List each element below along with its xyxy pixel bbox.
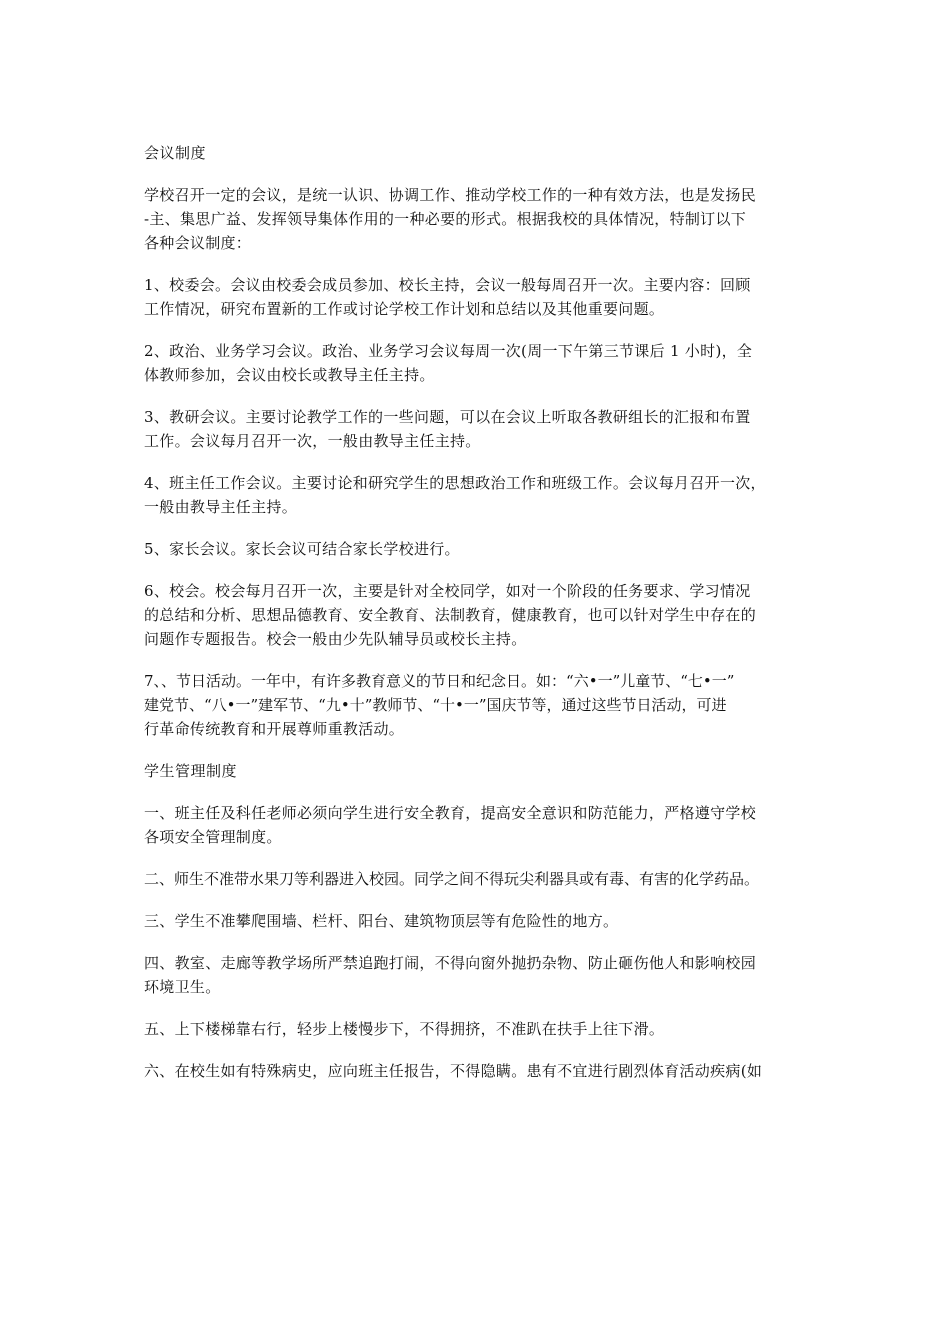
text-line: 一、班主任及科任老师必须向学生进行安全教育，提高安全意识和防范能力，严格遵守学校 — [144, 804, 757, 822]
paragraph-item-4 — [144, 471, 810, 519]
text-line: 各项安全管理制度。 — [144, 828, 282, 846]
paragraph-item-2 — [144, 339, 810, 387]
paragraph-item-3 — [144, 405, 810, 453]
text-line: 2、政治、业务学习会议。政治、业务学习会议每周一次(周一下午第三节课后 1 小时)，全 — [144, 342, 753, 360]
text-line: 的总结和分析、思想品德教育、安全教育、法制教育，健康教育，也可以针对学生中存在的 — [144, 606, 757, 624]
text-line: 学校召开一定的会议，是统一认识、协调工作、推动学校工作的一种有效方法，也是发扬民 — [144, 186, 757, 204]
text-line: 工作情况，研究布置新的工作或讨论学校工作计划和总结以及其他重要问题。 — [144, 300, 665, 318]
text-line: 3、教研会议。主要讨论教学工作的一些问题，可以在会议上听取各教研组长的汇报和布置 — [144, 408, 751, 426]
text-line: 工作。会议每月召开一次，一般由教导主任主持。 — [144, 432, 481, 450]
text-line: 行革命传统教育和开展尊师重教活动。 — [144, 720, 405, 738]
text-line: 环境卫生。 — [144, 978, 221, 996]
section-meeting-rules — [144, 141, 810, 741]
text-line: 7、、节日活动。一年中，有许多教育意义的节日和纪念日。如：“六•一”儿童节、“七•一” — [144, 672, 735, 690]
text-line: 6、校会。校会每月召开一次，主要是针对全校同学，如对一个阶段的任务要求、学习情况 — [144, 582, 751, 600]
section-student-rules — [144, 759, 810, 1083]
paragraph-rule-1 — [144, 801, 810, 849]
text-line: 5、家长会议。家长会议可结合家长学校进行。 — [144, 540, 460, 558]
paragraph-rule-3 — [144, 909, 810, 933]
paragraph-item-5 — [144, 537, 810, 561]
paragraph-rule-2 — [144, 867, 810, 891]
paragraph-rule-4 — [144, 951, 810, 999]
paragraph-intro — [144, 183, 810, 255]
text-line: 一般由教导主任主持。 — [144, 498, 298, 516]
document-body — [144, 141, 810, 1101]
text-line: -主、集思广益、发挥领导集体作用的一种必要的形式。根据我校的具体情况，特制订以下 — [144, 210, 747, 228]
text-line: 1、校委会。会议由校委会成员参加、校长主持，会议一般每周召开一次。主要内容：回顾 — [144, 276, 751, 294]
text-line: 六、在校生如有特殊病史，应向班主任报告，不得隐瞒。患有不宜进行剧烈体育活动疾病(如 — [144, 1062, 763, 1080]
text-line: 五、上下楼梯靠右行，轻步上楼慢步下，不得拥挤，不准趴在扶手上往下滑。 — [144, 1020, 665, 1038]
text-line: 体教师参加，会议由校长或教导主任主持。 — [144, 366, 435, 384]
paragraph-rule-5 — [144, 1017, 810, 1041]
text-line: 4、班主任工作会议。主要讨论和研究学生的思想政治工作和班级工作。会议每月召开一次， — [144, 474, 766, 492]
text-line: 建党节、“八•一”建军节、“九•十”教师节、“十•一”国庆节等，通过这些节日活动，可进 — [144, 696, 727, 714]
text-line: 各种会议制度： — [144, 234, 252, 252]
paragraph-item-7 — [144, 669, 810, 741]
text-line: 二、师生不准带水果刀等利器进入校园。同学之间不得玩尖利器具或有毒、有害的化学药品。 — [144, 870, 760, 888]
section-title: 学生管理制度 — [144, 762, 238, 780]
text-line: 四、教室、走廊等教学场所严禁追跑打闹，不得向窗外抛扔杂物、防止砸伤他人和影响校园 — [144, 954, 757, 972]
paragraph-item-1 — [144, 273, 810, 321]
paragraph-item-6 — [144, 579, 810, 651]
paragraph-rule-6 — [144, 1059, 810, 1083]
text-line: 问题作专题报告。校会一般由少先队辅导员或校长主持。 — [144, 630, 527, 648]
text-line: 三、学生不准攀爬围墙、栏杆、阳台、建筑物顶层等有危险性的地方。 — [144, 912, 619, 930]
section-title: 会议制度 — [144, 144, 207, 162]
